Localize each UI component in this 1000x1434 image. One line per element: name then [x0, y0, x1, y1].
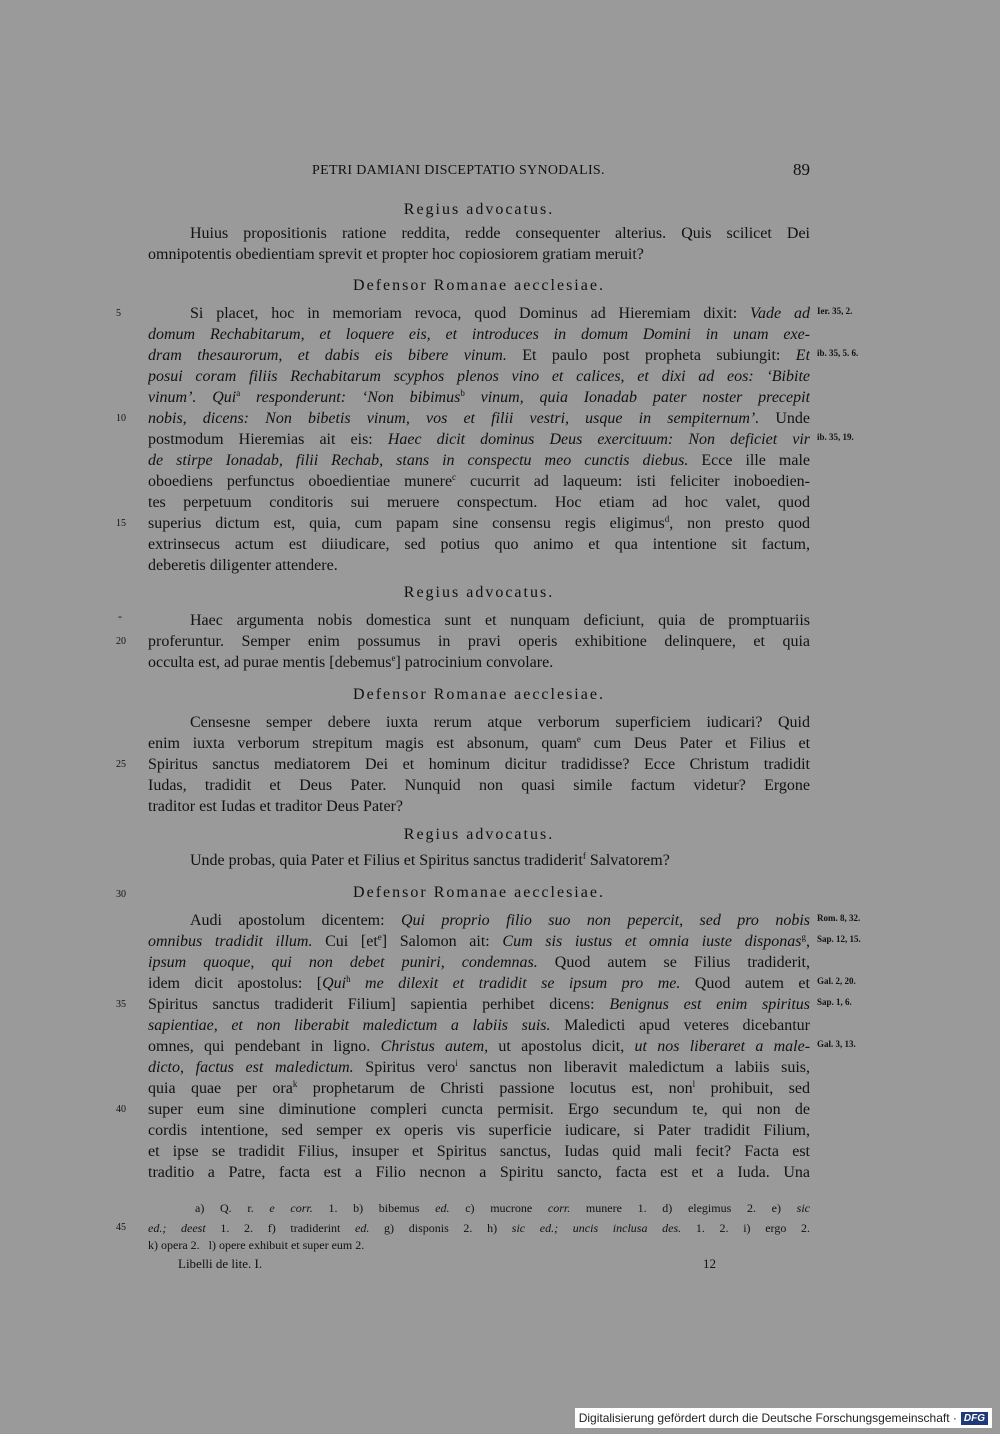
text-line: Unde probas, quia Pater et Filius et Spiritus sanctus tradiderit$^f$ Salvatorem? [190, 851, 670, 869]
line-number: 40 [116, 1104, 126, 1115]
page-number: 89 [793, 160, 810, 179]
margin-reference: Rom. 8, 32. [817, 913, 861, 923]
margin-reference: Gal. 3, 13. [817, 1039, 856, 1049]
margin-reference: Sap. 12, 15. [817, 934, 861, 944]
text-line: omnibus tradidit illum. Cui $[et^e]$ Salomon ait: Cum sis iustus et omnia iuste disponas$^g$, [148, 932, 810, 950]
line-number: 5 [116, 308, 121, 319]
text-line: proferuntur. Semper enim possumus in pravi operis exhibitione delinquere, et quia [148, 633, 810, 650]
margin-reference: Gal. 2, 20. [817, 976, 856, 986]
text-line: traditio a Patre, facta est a Filio necnon a Spiritu sancto, facta est et a Iuda. Una [148, 1164, 810, 1181]
speaker-heading: Regius advocatus. [403, 584, 555, 601]
text-line: domum Rechabitarum, et loquere eis, et introduces in domum Domini in unam exe- [148, 326, 810, 343]
speaker-heading: Defensor Romanae aecclesiae. [353, 884, 605, 901]
speaker-heading: Regius advocatus. [403, 201, 555, 218]
text-line: oboediens perfunctus oboedientiae munere$^c$ cucurrit ad laqueum: isti feliciter inoboedien- [148, 472, 810, 490]
text-line: Audi apostolum dicentem: Qui proprio filio suo non pepercit, sed pro nobis [190, 912, 810, 929]
running-head-title: PETRI DAMIANI DISCEPTATIO SYNODALIS. [312, 163, 605, 178]
text-line: enim iuxta verborum strepitum magis est absonum, quam$^e$ cum Deus Pater et Filius et [148, 734, 810, 752]
speaker-heading: Regius advocatus. [403, 826, 555, 843]
line-number: 20 [116, 636, 126, 647]
text-line: postmodum Hieremias ait eis: Haec dicit dominus Deus exercituum: Non deficiet vir [148, 431, 810, 448]
text-line: omnipotentis obedientiam sprevit et propter hoc copiosiorem gratiam meruit? [148, 246, 644, 263]
text-line: super eum sine diminutione compleri cuncta permisit. Ergo secundum te, qui non de [148, 1101, 810, 1118]
line-number: 30 [116, 889, 126, 900]
text-line: traditor est Iudas et traditor Deus Pater? [148, 798, 404, 815]
footnote-line: a) Q. r. e corr. 1. b) bibemus ed. c) mucrone corr. munere 1. d) elegimus 2. e) sic [195, 1201, 810, 1215]
signature-number: 12 [703, 1256, 716, 1271]
speaker-heading: Defensor Romanae aecclesiae. [353, 277, 605, 294]
text-line: omnes, qui pendebant in ligno. Christus autem, ut apostolus dicit, ut nos liberaret a male- [148, 1038, 810, 1055]
text-line: Huius propositionis ratione reddita, redde consequenter alterius. Quis scilicet Dei [190, 225, 810, 242]
dfg-credit-text: Digitalisierung gefördert durch die Deutsche Forschungsgemeinschaft · [578, 1411, 957, 1425]
text-line: cordis intentione, sed semper ex operis vis superficie iudicare, si Pater tradidit Filium, [148, 1122, 810, 1139]
line-number: 35 [116, 999, 126, 1010]
text-line: Haec argumenta nobis domestica sunt et nunquam deficiunt, quia de promptuariis [190, 612, 810, 629]
text-line: et ipse se tradidit Filius, insuper et Spiritus sanctus, Iudas quid mali fecit? Facta est [148, 1143, 810, 1160]
footnote-line: ed.; deest 1. 2. f) tradiderint ed. g) disponis 2. h) sic ed.; uncis inclusa des. 1. 2. i) ergo 2. [148, 1221, 810, 1235]
margin-reference: ib. 35, 5. 6. [817, 348, 859, 358]
footnote-line: k) opera 2. l) opere exhibuit et super eum 2. [148, 1238, 365, 1252]
text-line: Spiritus sanctus tradiderit Filium] sapientia perhibet dicens: Benignus est enim spiritus [148, 996, 810, 1013]
margin-reference: ib. 35, 19. [817, 432, 854, 442]
speaker-heading: Defensor Romanae aecclesiae. [353, 686, 605, 703]
signature-line: Libelli de lite. I. [178, 1256, 263, 1271]
text-line: quia quae per ora$^k$ prophetarum de Christi passione locutus est, non$^l$ prohibuit, sed [148, 1079, 810, 1097]
text-line: Censesne semper debere iuxta rerum atque verborum superficiem iudicari? Quid [190, 714, 810, 731]
text-line: tes perpetuum conditoris sui meruere conspectum. Hoc etiam ad hoc valet, quod [148, 494, 810, 511]
text-line: sapientiae, et non liberabit maledictum a labiis suis. Maledicti apud veteres dicebantur [148, 1017, 810, 1034]
text-line: occulta est, ad purae mentis [debemus$^e$] patrocinium convolare. [148, 653, 554, 671]
text-line: posui coram filiis Rechabitarum scyphos plenos vino et calices, et dixi ad eos: ‘Bibite [148, 368, 810, 385]
line-number: 10 [116, 413, 126, 424]
text-line: ipsum quoque, qui non debet puniri, condemnas. Quod autem se Filius tradiderit, [148, 954, 810, 971]
text-line: extrinsecus actum est diiudicare, sed potius quo animo et qua intentione sit factum, [148, 536, 810, 553]
margin-reference: Ier. 35, 2. [817, 306, 853, 316]
text-line: nobis, dicens: Non bibetis vinum, vos et filii vestri, usque in sempiternum’. Unde [148, 410, 810, 427]
text-line: Si placet, hoc in memoriam revoca, quod Dominus ad Hieremiam dixit: Vade ad [190, 305, 810, 322]
text-line: vinum’. Qui$^a$ responderunt: ‘Non bibimus$^b$ vinum, quia Ionadab pater noster precepit [148, 388, 810, 406]
text-line: Spiritus sanctus mediatorem Dei et hominum dicitur tradidisse? Ecce Christum tradidit [148, 756, 810, 773]
margin-reference: Sap. 1, 6. [817, 997, 852, 1007]
margin-mark: - [118, 609, 122, 623]
text-line: deberetis diligenter attendere. [148, 557, 338, 574]
text-line: dram thesaurorum, et dabis eis bibere vinum. Et paulo post propheta subiungit: Et [148, 347, 810, 364]
dfg-logo-icon: DFG [961, 1412, 988, 1425]
text-line: superius dictum est, quia, cum papam sine consensu regis eligimus$^d$, non presto quod [148, 514, 810, 532]
line-number: 15 [116, 518, 126, 529]
dfg-credit [575, 1408, 992, 1428]
text-line: Iudas, tradidit et Deus Pater. Nunquid non quasi simile factum videtur? Ergone [148, 777, 810, 794]
text-line: dicto, factus est maledictum. Spiritus vero$^i$ sanctus non liberavit maledictum a labiis suis, [148, 1058, 810, 1076]
text-line: de stirpe Ionadab, filii Rechab, stans in conspectu meo cunctis diebus. Ecce ille male [148, 452, 810, 469]
line-number: 45 [116, 1222, 126, 1233]
line-number: 25 [116, 759, 126, 770]
text-line: idem dicit apostolus: [Qui$^h$ me dilexit et tradidit se ipsum pro me. Quod autem et [148, 974, 810, 992]
